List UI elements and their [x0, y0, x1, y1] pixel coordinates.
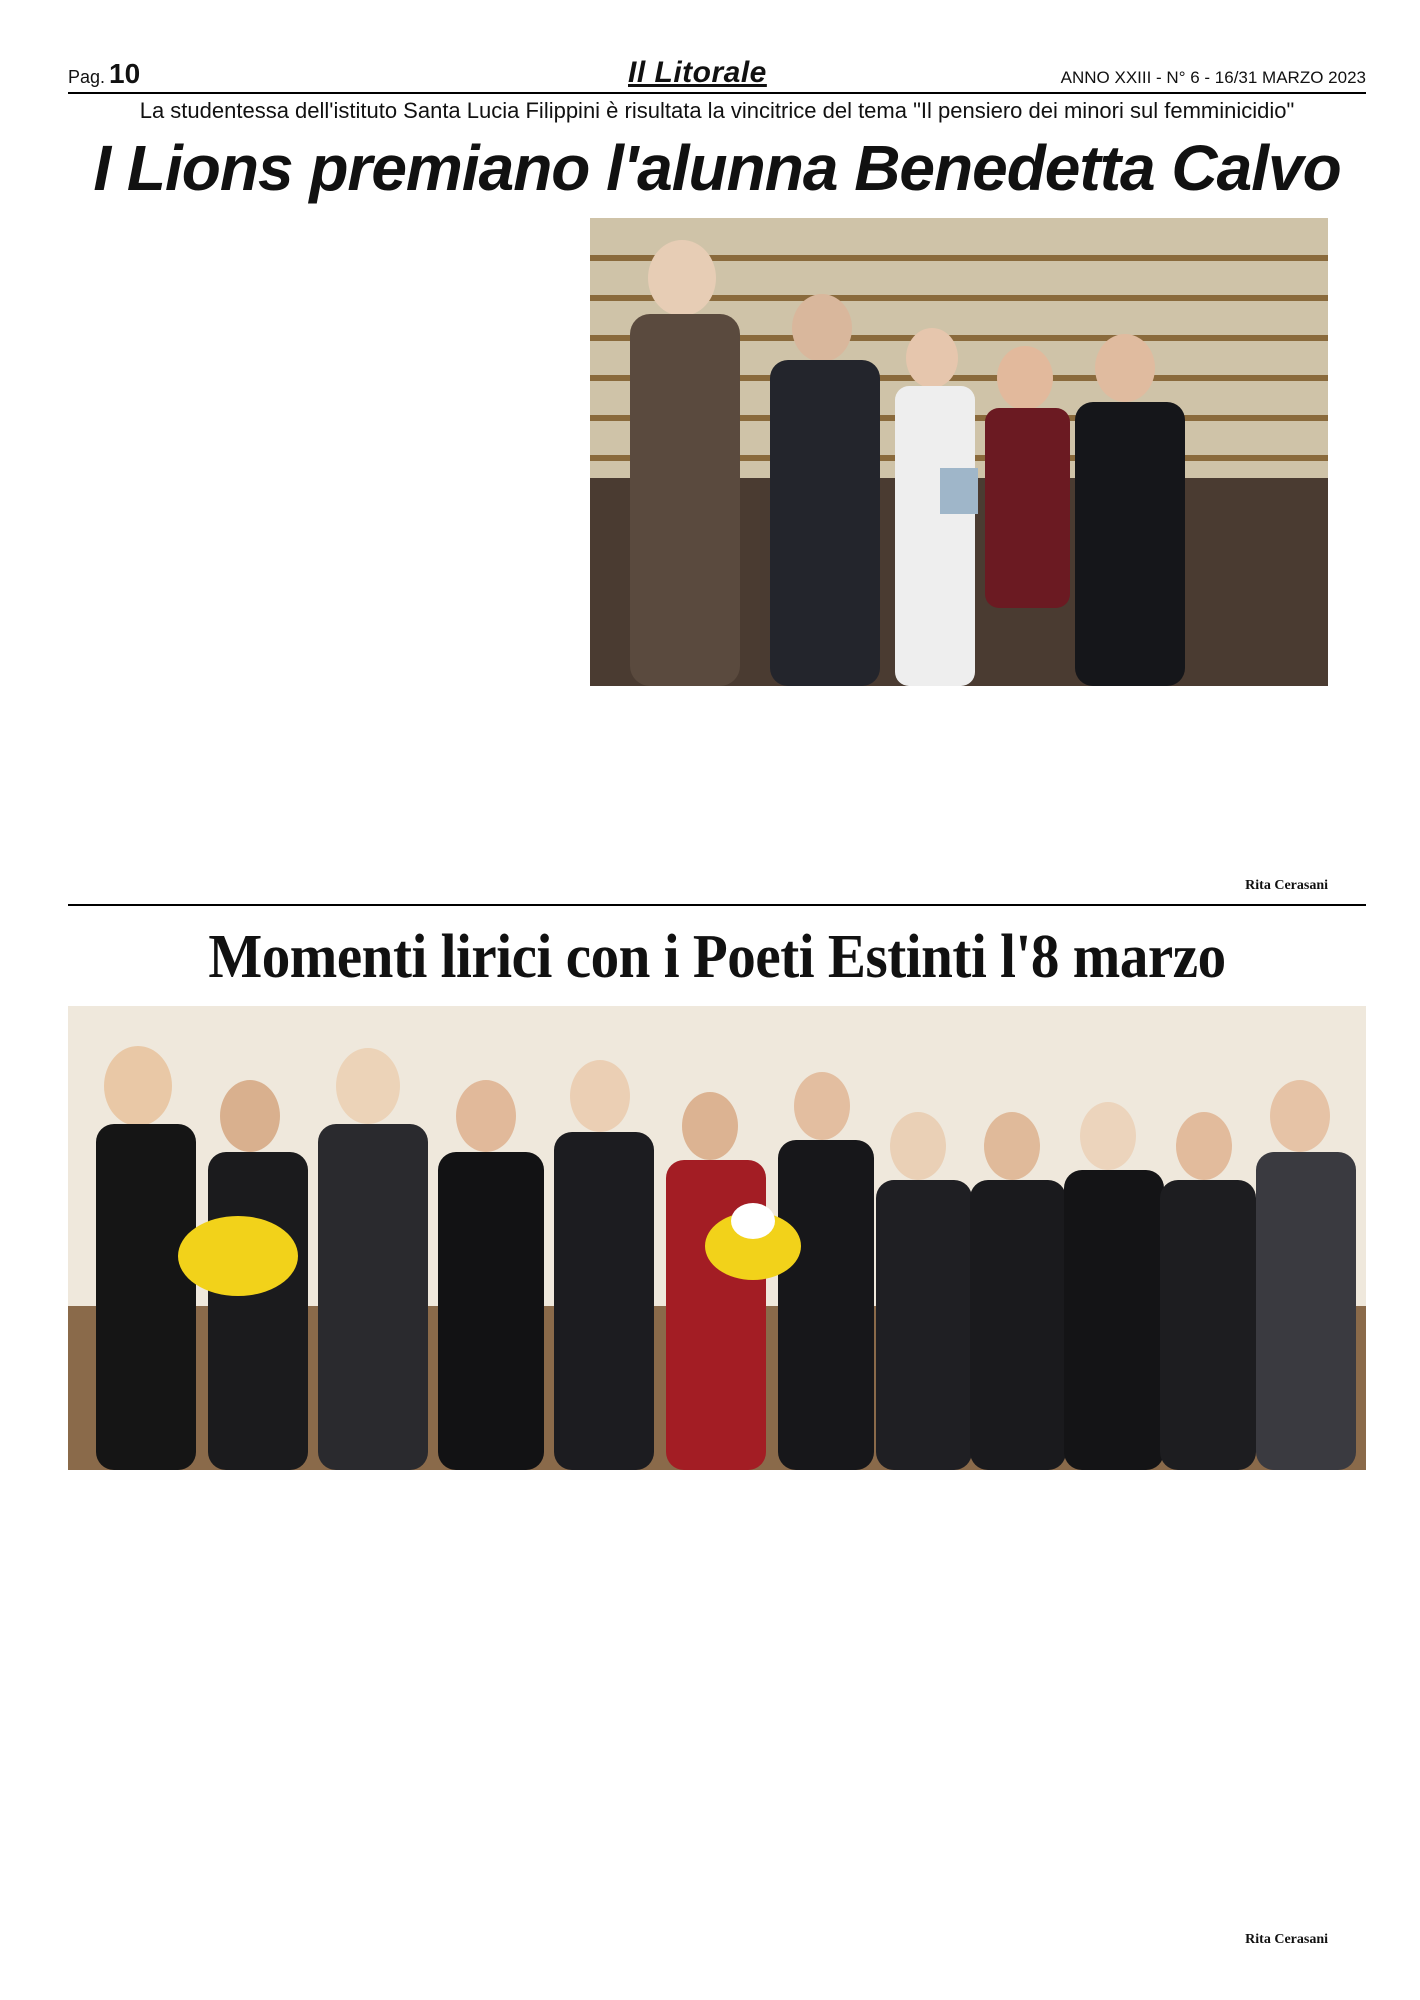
section-rule [68, 904, 1366, 906]
page-number: Pag. 10 [68, 58, 141, 89]
header-rule [68, 92, 1366, 94]
article1-photo [590, 218, 1328, 686]
issue-line: ANNO XXIII - N° 6 - 16/31 MARZO 2023 [1060, 68, 1366, 87]
article2-byline: Rita Cerasani [1245, 1932, 1328, 1947]
article2-photo [68, 1006, 1366, 1470]
article1-headline: I Lions premiano l'alunna Benedetta Calvo [93, 132, 1341, 204]
poets-group-photo-graphic [68, 1006, 1366, 1470]
masthead: Il Litorale [628, 56, 767, 89]
article1-byline: Rita Cerasani [1245, 878, 1328, 893]
article1-kicker: La studentessa dell'istituto Santa Lucia Filippini è risultata la vincitrice del tema "Il pensiero dei minori sul femminicidio" [139, 98, 1295, 123]
folio-header [68, 56, 1366, 92]
article2-headline: Momenti lirici con i Poeti Estinti l'8 marzo [208, 923, 1226, 991]
award-ceremony-photo-graphic [590, 218, 1328, 686]
